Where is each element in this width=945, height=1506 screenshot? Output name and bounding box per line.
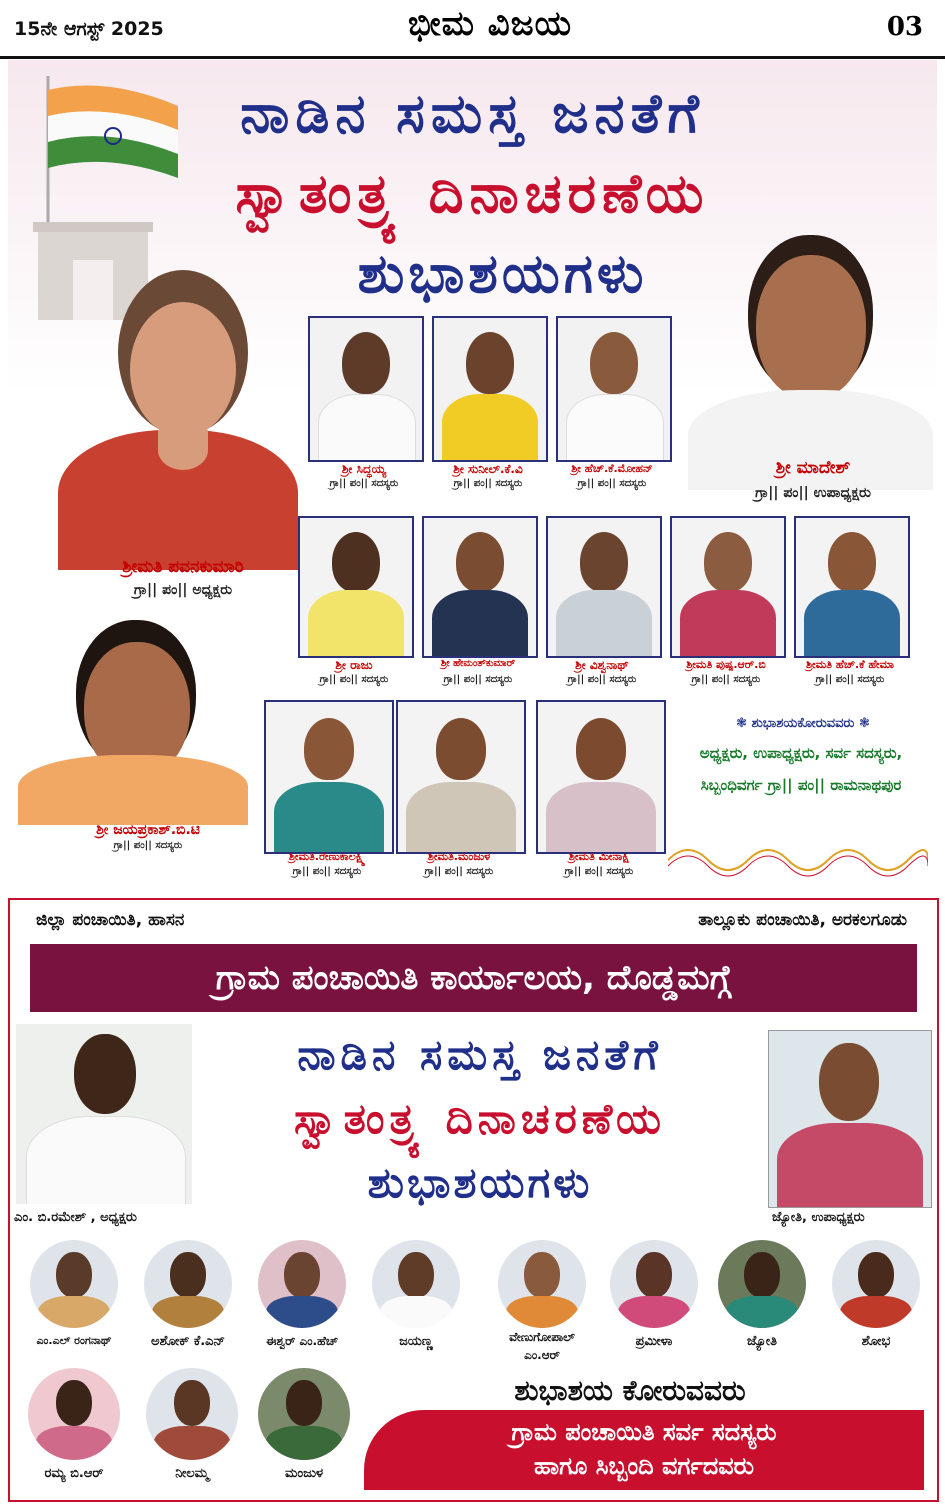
member-role-vishwanath: ಗ್ರಾ|| ಪಂ|| ಸದಸ್ಯರು	[567, 674, 637, 685]
member-photo-raju	[298, 516, 414, 658]
member-name-ramya: ರಮ್ಯ ಬಿ.ಆರ್	[44, 1466, 104, 1481]
masthead	[0, 0, 945, 59]
member-photo-renukalakshmi	[264, 700, 394, 854]
member-photo-manjula-2	[258, 1368, 350, 1460]
member-photo-siddaiah	[308, 316, 424, 462]
member-name-sunil: ಶ್ರೀ ಸುನೀಲ್.ಕೆ.ವಿ	[453, 462, 523, 476]
member-role-renukalakshmi: ಗ್ರಾ|| ಪಂ|| ಸದಸ್ಯರು	[292, 866, 362, 877]
member-name-venugopal: ವೇಣುಗೋಪಾಲ್	[509, 1330, 575, 1344]
president-ramesh-photo	[16, 1024, 192, 1204]
president-name: ಶ್ರೀಮತಿ ಪವನಕುಮಾರಿ	[122, 557, 244, 577]
newspaper-name: ಭೀಮ ವಿಜಯ	[407, 4, 572, 44]
decorative-border-ornament	[668, 840, 928, 880]
member-name-eshwar: ಈಶ್ವರ್ ಎಂ.ಹೆಚ್	[265, 1334, 338, 1348]
ad2-greeters-line2: ಹಾಗೂ ಸಿಬ್ಬಂದಿ ವರ್ಗದವರು	[533, 1452, 755, 1480]
vice-president-portrait	[688, 230, 933, 490]
ad1-headline-3: ಶುಭಾಶಯಗಳು	[357, 242, 648, 305]
member-role-hemanth: ಗ್ರಾ|| ಪಂ|| ಸದಸ್ಯರು	[443, 674, 513, 685]
vice-president-name: ಶ್ರೀ ಮಾದೇಶ್	[775, 458, 851, 478]
member-name-venugopal-line2: ಎಂ.ಆರ್	[524, 1348, 560, 1362]
member-role-pushpa: ಗ್ರಾ|| ಪಂ|| ಸದಸ್ಯರು	[691, 674, 761, 685]
district-panchayat-label: ಜಿಲ್ಲಾ ಪಂಚಾಯಿತಿ, ಹಾಸನ	[36, 910, 185, 930]
vice-president-jyothi-caption: ಜ್ಯೋತಿ, ಉಪಾಧ್ಯಕ್ಷರು	[772, 1210, 865, 1225]
jayaprakash-role: ಗ್ರಾ|| ಪಂ|| ಸದಸ್ಯರು	[113, 840, 183, 851]
ad2-greeters-line1: ಗ್ರಾಮ ಪಂಚಾಯಿತಿ ಸರ್ವ ಸದಸ್ಯರು	[511, 1418, 777, 1446]
jayaprakash-portrait	[18, 620, 248, 820]
ad1-greeters-title: ❃ ಶುಭಾಶಯಕೋರುವವರು ❃	[736, 716, 870, 731]
advertisement-doddamagge	[8, 898, 939, 1502]
ad1-greeters-line1: ಅಧ್ಯಕ್ಷರು, ಉಪಾಧ್ಯಕ್ಷರು, ಸರ್ವ ಸದಸ್ಯರು,	[699, 744, 903, 762]
member-name-manjula-2: ಮಂಜುಳ	[284, 1466, 324, 1481]
member-photo-neelamma	[146, 1368, 238, 1460]
member-role-siddaiah: ಗ್ರಾ|| ಪಂ|| ಸದಸ್ಯರು	[329, 478, 399, 489]
member-name-raju: ಶ್ರೀ ರಾಜು	[335, 658, 373, 672]
ad1-headline-2: ಸ್ವಾತಂತ್ರ್ಯ ದಿನಾಚರಣೆಯ	[235, 162, 710, 225]
member-role-sunil: ಗ್ರಾ|| ಪಂ|| ಸದಸ್ಯರು	[453, 478, 523, 489]
member-photo-pushpa	[670, 516, 786, 658]
jayaprakash-name: ಶ್ರೀ ಜಯಪ್ರಕಾಶ್.ಬಿ.ಟಿ	[96, 822, 200, 838]
member-name-jyothi: ಜ್ಯೋತಿ	[747, 1334, 777, 1349]
member-name-siddaiah: ಶ್ರೀ ಸಿದ್ಧಯ್ಯ	[341, 462, 387, 476]
member-photo-mohan	[556, 316, 672, 462]
member-photo-meenakshi	[536, 700, 666, 854]
office-banner: ಗ್ರಾಮ ಪಂಚಾಯಿತಿ ಕಾರ್ಯಾಲಯ, ದೊಡ್ಡಮಗ್ಗೆ	[30, 944, 917, 1012]
member-name-mohan: ಶ್ರೀ ಹೆಚ್.ಕೆ.ಮೋಹನ್	[571, 462, 653, 475]
president-ramesh-caption: ಎಂ. ಬಿ.ರಮೇಶ್ , ಅಧ್ಯಕ್ಷರು	[14, 1210, 137, 1225]
member-role-hema: ಗ್ರಾ|| ಪಂ|| ಸದಸ್ಯರು	[815, 674, 885, 685]
member-role-meenakshi: ಗ್ರಾ|| ಪಂ|| ಸದಸ್ಯರು	[564, 866, 634, 877]
issue-date: 15ನೇ ಆಗಸ್ಟ್ 2025	[14, 18, 164, 40]
member-photo-sunil	[432, 316, 548, 462]
member-name-prameela: ಪ್ರಮೀಳಾ	[635, 1334, 673, 1349]
ad2-greeters-title: ಶುಭಾಶಯ ಕೋರುವವರು	[514, 1374, 746, 1407]
member-photo-ashok	[144, 1240, 232, 1328]
taluk-panchayat-label: ತಾಲ್ಲೂಕು ಪಂಚಾಯಿತಿ, ಅರಕಲಗೂಡು	[698, 910, 907, 930]
member-photo-eshwar	[258, 1240, 346, 1328]
member-photo-jyothi	[718, 1240, 806, 1328]
member-name-ashok: ಅಶೋಕ್ ಕೆ.ಎನ್	[151, 1334, 225, 1349]
vice-president-jyothi-photo	[768, 1030, 932, 1208]
vice-president-role: ಗ್ರಾ|| ಪಂ|| ಉಪಾಧ್ಯಕ್ಷರು	[755, 485, 871, 501]
ad2-headline-3: ಶುಭಾಶಯಗಳು	[367, 1158, 593, 1207]
member-role-mohan: ಗ್ರಾ|| ಪಂ|| ಸದಸ್ಯರು	[577, 478, 647, 489]
president-role: ಗ್ರಾ|| ಪಂ|| ಅಧ್ಯಕ್ಷರು	[133, 582, 233, 598]
member-photo-hemanth	[422, 516, 538, 658]
ad2-greeters-box	[364, 1410, 924, 1490]
member-name-neelamma: ನೀಲಮ್ಮ	[175, 1466, 209, 1481]
member-name-vishwanath: ಶ್ರೀ ವಿಶ್ವನಾಥ್	[575, 658, 629, 672]
president-portrait	[58, 270, 298, 570]
member-photo-ranganath	[30, 1240, 118, 1328]
member-photo-ramya	[28, 1368, 120, 1460]
member-name-renukalakshmi: ಶ್ರೀಮತಿ.ರೇಣುಕಾಲಕ್ಷ್ಮಿ	[288, 850, 366, 863]
member-name-hema: ಶ್ರೀಮತಿ ಹೆಚ್.ಕೆ ಹೇಮಾ	[806, 658, 894, 671]
member-name-meenakshi: ಶ್ರೀಮತಿ ಮೀನಾಕ್ಷಿ	[568, 850, 630, 863]
member-photo-hema	[794, 516, 910, 658]
member-role-manjula: ಗ್ರಾ|| ಪಂ|| ಸದಸ್ಯರು	[424, 866, 494, 877]
member-name-pushpa: ಶ್ರೀಮತಿ ಪುಷ್ಪ.ಆರ್.ಬಿ	[686, 658, 766, 671]
member-name-manjula: ಶ್ರೀಮತಿ.ಮಂಜುಳ	[427, 850, 491, 863]
ad1-headline-1: ನಾಡಿನ ಸಮಸ್ತ ಜನತೆಗೆ	[240, 82, 705, 145]
ad2-headline-1: ನಾಡಿನ ಸಮಸ್ತ ಜನತೆಗೆ	[297, 1030, 663, 1079]
member-name-hemanth: ಶ್ರೀ ಹೇಮಂತ್‌ಕುಮಾರ್	[440, 658, 516, 669]
ad1-greeters-line2: ಸಿಬ್ಬಂಧಿವರ್ಗ ಗ್ರಾ|| ಪಂ|| ರಾಮನಾಥಪುರ	[700, 776, 902, 794]
member-photo-vishwanath	[546, 516, 662, 658]
member-photo-jayanna	[372, 1240, 460, 1328]
member-name-ranganath: ಎಂ.ಎಲ್ ರಂಗನಾಥ್	[36, 1334, 112, 1347]
advertisement-ramanathapura	[8, 60, 937, 892]
member-name-shobha: ಶೋಭ	[861, 1334, 891, 1349]
member-photo-manjula	[396, 700, 526, 854]
member-photo-prameela	[610, 1240, 698, 1328]
member-name-jayanna: ಜಯಣ್ಣ	[399, 1334, 433, 1349]
member-photo-venugopal	[498, 1240, 586, 1328]
ad2-headline-2: ಸ್ವಾತಂತ್ರ್ಯ ದಿನಾಚರಣೆಯ	[293, 1094, 667, 1143]
page-number: 03	[886, 12, 923, 42]
member-role-raju: ಗ್ರಾ|| ಪಂ|| ಸದಸ್ಯರು	[319, 674, 389, 685]
member-photo-shobha	[832, 1240, 920, 1328]
